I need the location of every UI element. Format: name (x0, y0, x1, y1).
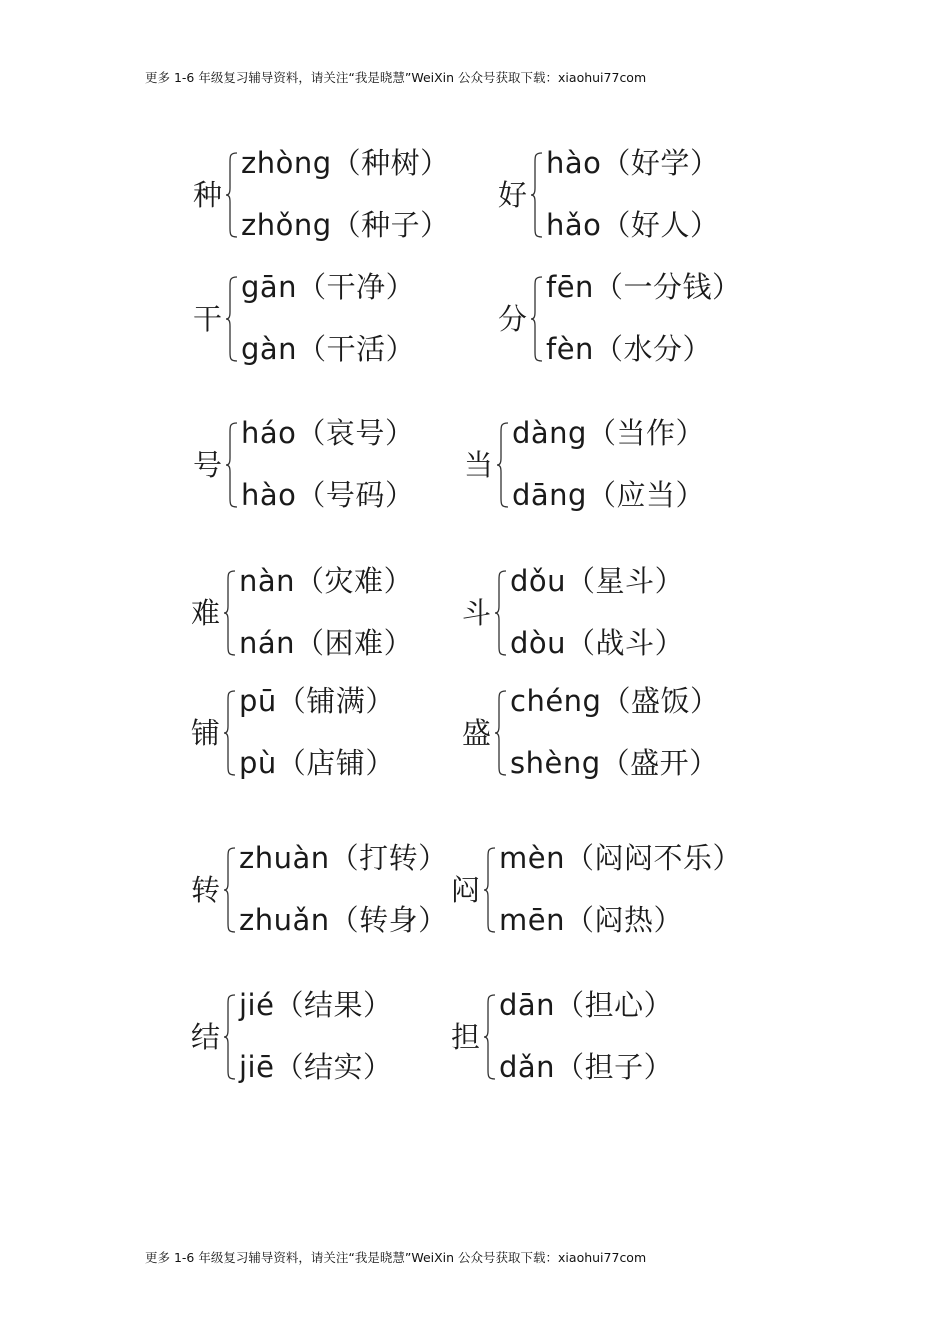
example-word: 干活 (326, 332, 386, 366)
open-paren: （ (555, 1050, 585, 1084)
reading-line (512, 416, 705, 450)
example-word: 应当 (616, 478, 676, 512)
pinyin: chéng (510, 684, 602, 718)
curly-brace-icon (484, 847, 498, 933)
reading-line (510, 746, 719, 780)
curly-brace-icon (224, 847, 238, 933)
curly-brace-icon (224, 690, 238, 776)
polyphone-character: 种 (193, 178, 223, 212)
reading-line (241, 332, 415, 366)
reading-line (510, 626, 684, 660)
pinyin: dǒu (510, 564, 567, 598)
example-word: 种子 (361, 208, 421, 242)
polyphone-character: 结 (191, 1020, 221, 1054)
example-word: 盛饭 (630, 684, 690, 718)
close-paren: ） (654, 564, 685, 598)
example-word: 星斗 (595, 564, 655, 598)
close-paren: ） (689, 746, 719, 780)
example-word: 打转 (359, 841, 419, 875)
pinyin: dān (499, 988, 556, 1022)
close-paren: ） (690, 684, 720, 718)
close-paren: ） (675, 416, 706, 450)
open-paren: （ (276, 746, 307, 780)
open-paren: （ (297, 332, 327, 366)
curly-brace-icon (224, 570, 238, 656)
example-word: 战斗 (595, 626, 655, 660)
close-paren: ） (418, 841, 448, 875)
pinyin: hào (241, 478, 297, 512)
example-word: 好学 (630, 146, 690, 180)
example-word: 闷闷不乐 (594, 841, 713, 875)
open-paren: （ (601, 146, 631, 180)
pinyin: pū (239, 684, 277, 718)
curly-brace-icon (224, 994, 238, 1080)
pinyin: jiē (239, 1050, 275, 1084)
pinyin: zhòng (241, 146, 332, 180)
polyphone-character: 闷 (451, 873, 481, 907)
pinyin: jié (239, 988, 275, 1022)
example-word: 担心 (584, 988, 644, 1022)
close-paren: ） (418, 903, 448, 937)
close-paren: ） (689, 208, 720, 242)
open-paren: （ (586, 416, 617, 450)
reading-line (241, 416, 414, 450)
close-paren: ） (689, 146, 720, 180)
close-paren: ） (675, 478, 706, 512)
polyphone-character: 难 (191, 596, 221, 630)
close-paren: ） (363, 1050, 393, 1084)
open-paren: （ (329, 903, 360, 937)
reading-line (241, 478, 414, 512)
polyphone-character: 斗 (462, 596, 492, 630)
example-word: 种树 (361, 146, 421, 180)
example-word: 店铺 (306, 746, 366, 780)
open-paren: （ (601, 208, 631, 242)
example-word: 哀号 (325, 416, 385, 450)
pinyin: zhǒng (241, 208, 332, 242)
reading-line (510, 684, 720, 718)
pinyin: gān (241, 270, 298, 304)
close-paren: ） (365, 746, 395, 780)
reading-line (546, 270, 741, 304)
pinyin: dàng (512, 416, 587, 450)
pinyin: dǎn (499, 1050, 556, 1084)
polyphone-character: 当 (464, 448, 494, 482)
open-paren: （ (601, 684, 631, 718)
example-word: 困难 (324, 626, 384, 660)
close-paren: ） (682, 332, 712, 366)
open-paren: （ (295, 564, 325, 598)
close-paren: ） (385, 332, 416, 366)
pinyin: gàn (241, 332, 298, 366)
example-word: 号码 (325, 478, 385, 512)
open-paren: （ (329, 841, 360, 875)
example-word: 铺满 (306, 684, 366, 718)
pinyin: pù (239, 746, 277, 780)
example-word: 盛开 (630, 746, 690, 780)
example-word: 水分 (623, 332, 683, 366)
pinyin: dāng (512, 478, 587, 512)
open-paren: （ (566, 564, 596, 598)
polyphone-character: 分 (498, 302, 528, 336)
pinyin: hào (546, 146, 602, 180)
pinyin: dòu (510, 626, 567, 660)
open-paren: （ (331, 146, 362, 180)
open-paren: （ (274, 1050, 304, 1084)
reading-line (239, 841, 448, 875)
page-footer: 更多 1-6 年级复习辅导资料，请关注“我是晓慧”WeiXin 公众号获取下载：xiaohui77com (145, 1250, 647, 1265)
pinyin: zhuàn (239, 841, 330, 875)
curly-brace-icon (531, 152, 545, 238)
open-paren: （ (331, 208, 362, 242)
pinyin: nán (239, 626, 296, 660)
polyphone-character: 铺 (191, 716, 221, 750)
polyphone-character: 担 (451, 1020, 481, 1054)
reading-line (241, 208, 450, 242)
polyphone-character: 干 (193, 302, 223, 336)
close-paren: ） (712, 841, 743, 875)
open-paren: （ (296, 416, 326, 450)
pinyin: fèn (546, 332, 594, 366)
example-word: 闷热 (594, 903, 654, 937)
open-paren: （ (276, 684, 307, 718)
open-paren: （ (564, 903, 595, 937)
reading-line (546, 146, 719, 180)
example-word: 灾难 (324, 564, 384, 598)
close-paren: ） (654, 626, 685, 660)
curly-brace-icon (226, 422, 240, 508)
close-paren: ） (643, 988, 674, 1022)
curly-brace-icon (531, 276, 545, 362)
curly-brace-icon (226, 152, 240, 238)
curly-brace-icon (484, 994, 498, 1080)
close-paren: ） (420, 146, 450, 180)
reading-line (239, 988, 393, 1022)
example-word: 结果 (303, 988, 363, 1022)
pinyin: hǎo (546, 208, 602, 242)
close-paren: ） (420, 208, 450, 242)
reading-line (239, 564, 413, 598)
open-paren: （ (296, 478, 326, 512)
close-paren: ） (643, 1050, 674, 1084)
page-header: 更多 1-6 年级复习辅导资料，请关注“我是晓慧”WeiXin 公众号获取下载：xiaohui77com (145, 70, 647, 85)
open-paren: （ (593, 270, 624, 304)
example-word: 干净 (326, 270, 386, 304)
polyphone-character: 盛 (462, 716, 492, 750)
example-word: 好人 (630, 208, 690, 242)
open-paren: （ (274, 988, 304, 1022)
pinyin: háo (241, 416, 297, 450)
close-paren: ） (711, 270, 742, 304)
pinyin: zhuǎn (239, 903, 330, 937)
open-paren: （ (593, 332, 624, 366)
pinyin: nàn (239, 564, 296, 598)
pinyin: mèn (499, 841, 565, 875)
reading-line (512, 478, 705, 512)
curly-brace-icon (226, 276, 240, 362)
pinyin: shèng (510, 746, 601, 780)
example-word: 担子 (584, 1050, 644, 1084)
pinyin: mēn (499, 903, 565, 937)
open-paren: （ (564, 841, 595, 875)
example-word: 结实 (303, 1050, 363, 1084)
reading-line (241, 270, 415, 304)
reading-line (239, 1050, 393, 1084)
open-paren: （ (555, 988, 585, 1022)
polyphone-character: 好 (498, 178, 528, 212)
reading-line (499, 988, 673, 1022)
reading-line (239, 626, 413, 660)
example-word: 当作 (616, 416, 676, 450)
reading-line (546, 208, 719, 242)
reading-line (239, 684, 395, 718)
close-paren: ） (383, 626, 414, 660)
polyphone-character: 转 (191, 873, 221, 907)
curly-brace-icon (495, 690, 509, 776)
close-paren: ） (653, 903, 684, 937)
close-paren: ） (365, 684, 395, 718)
reading-line (239, 746, 395, 780)
close-paren: ） (383, 564, 414, 598)
reading-line (510, 564, 684, 598)
open-paren: （ (566, 626, 596, 660)
reading-line (499, 903, 683, 937)
close-paren: ） (363, 988, 393, 1022)
reading-line (499, 841, 742, 875)
reading-line (239, 903, 448, 937)
reading-line (241, 146, 450, 180)
close-paren: ） (385, 270, 416, 304)
open-paren: （ (600, 746, 631, 780)
polyphone-character: 号 (193, 448, 223, 482)
open-paren: （ (297, 270, 327, 304)
curly-brace-icon (495, 570, 509, 656)
close-paren: ） (384, 416, 415, 450)
open-paren: （ (295, 626, 325, 660)
example-word: 转身 (359, 903, 419, 937)
close-paren: ） (384, 478, 415, 512)
pinyin: fēn (546, 270, 594, 304)
example-word: 一分钱 (623, 270, 712, 304)
reading-line (546, 332, 712, 366)
reading-line (499, 1050, 673, 1084)
curly-brace-icon (497, 422, 511, 508)
open-paren: （ (586, 478, 617, 512)
